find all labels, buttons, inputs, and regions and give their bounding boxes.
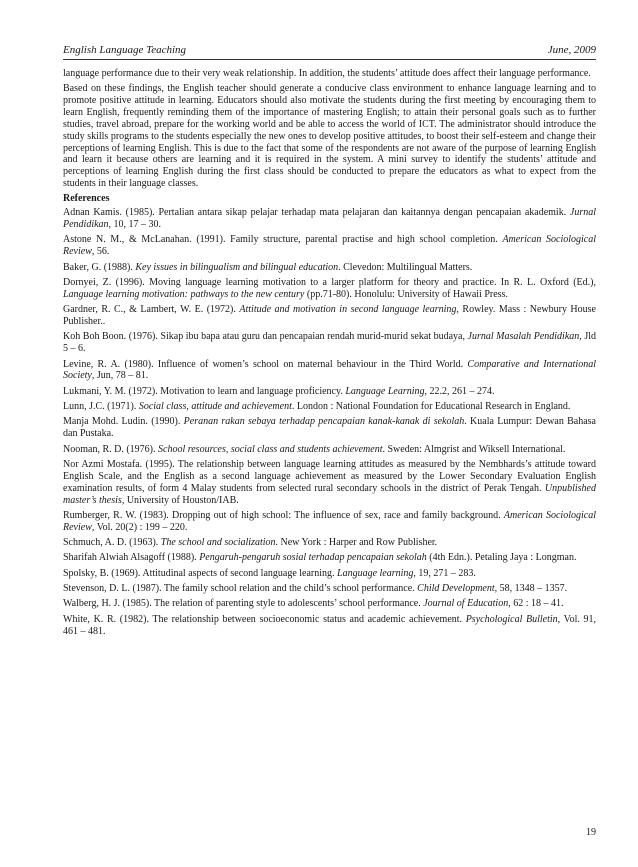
ref-source: Psychological Bulletin [465,613,558,625]
ref-text: Lukmani, Y. M. (1972). Motivation to learn and language proficiency. [63,385,346,397]
ref-text: , Jun, 78 – 81. [91,370,149,382]
ref-source: Comparative and International Society [63,358,596,382]
reference-item [63,416,596,440]
ref-text: Sharifah Alwiah Alsagoff (1988). [63,552,200,564]
ref-text: Nooman, R. D. (1976). [63,443,158,455]
ref-source: Jurnal Masalah Pendidikan [467,331,580,343]
reference-item [63,510,596,534]
ref-text: . Sweden: Almgrist and Wiksell International. [382,443,566,455]
ref-text: Adnan Kamis. (1985). Pertalian antara sikap pelajar terhadap mata pelajaran dan kaitannya dengan pencapaian akademik. [63,207,570,219]
ref-source: Unpublished master’s thesis [63,482,596,506]
ref-source: American Sociological Review [63,234,596,258]
reference-item [63,262,596,274]
ref-source: Peranan rakan sebaya terhadap pencapaian kanak-kanak di sekolah [183,416,465,428]
reference-item [63,568,596,580]
ref-text: , 22.2, 261 – 274. [424,385,495,397]
reference-item [63,583,596,595]
ref-text: Spolsky, B. (1969). Attitudinal aspects of second language learning. [63,567,338,579]
paragraph: language performance due to their very weak relationship. In addition, the students’ attitude does affect their language performance. [63,68,591,79]
ref-text: , Jld 5 – 6. [63,331,596,355]
ref-source: American Sociological Review [63,509,596,533]
ref-source: Child Development [417,583,495,595]
reference-item [63,234,596,258]
ref-text: . Clevedon: Multilingual Matters. [338,261,473,273]
ref-source: Language learning motivation: pathways to the new century [63,288,305,300]
reference-item [63,207,596,231]
ref-text: . London : National Foundation for Educational Research in England. [291,401,571,413]
ref-text: , Vol. 91, 461 – 481. [63,613,597,637]
ref-source: School resources, social class and students achievement [158,443,383,455]
ref-text: Baker, G. (1988). [63,261,136,273]
ref-text: Rumberger, R. W. (1983). Dropping out of high school: The influence of sex, race and family background. [63,509,504,521]
reference-item [63,598,596,610]
reference-item [63,304,596,328]
ref-text: Koh Boh Boon. (1976). Sikap ibu bapa atau guru dan pencapaian rendah murid-murid sekat budaya, [63,331,468,343]
ref-text: White, K. R. (1982). The relationship between socioeconomic status and academic achievement. [63,613,466,625]
ref-text: , University of Houston/IAB. [121,494,239,506]
ref-text: Levine, R. A. (1980). Influence of women’s school on maternal behaviour in the Third World. [63,358,468,370]
ref-text: Walberg, H. J. (1985). The relation of parenting style to adolescents’ school performance. [63,598,424,610]
ref-text: , Vol. 20(2) : 199 – 220. [91,521,188,533]
reference-item [63,537,596,549]
paragraph: Based on these findings, the English teacher should generate a conducive class environment to enhance language learning and to promote positive attitude in learning. Educators should also motivate the students during the first meeting by encouraging them to learn English, frequently reminding them of the importance of mastering English; to attain their personal goals such as to further studies, travel abroad, prepare for the working world and be able to access the world of ICT. The administrator should introduce the study skills programs to the students especially the new ones to develop positive attitudes, to boost their self-esteem and change their perceptions of learning English. This is due to the fact that some of the respondents are not aware of the purpose of learning English and learn it because others are learning and it is required in the system. A mini survey to identify the students’ attitude and perceptions of learning English during the first class should be conducted to prepare the educators as what to expect from the students in their language classes. [63,83,596,190]
ref-text: Astone N. M., & McLanahan. (1991). Family structure, parental practise and high school completion. [63,234,503,246]
ref-text: . New York : Harper and Row Publisher. [275,537,438,549]
article-body [63,68,596,641]
ref-source: Key issues in bilingualism and bilingual education [135,261,339,273]
reference-list [63,207,596,637]
ref-text: Dornyei, Z. (1996). Moving language learning motivation to a larger platform for theory and practice. In R. L. Oxford (Ed.), [63,277,596,288]
reference-item [63,277,596,301]
ref-text: (4th Edn.). Petaling Jaya : Longman. [426,552,577,564]
ref-text: . Kuala Lumpur: Dewan Bahasa dan Pustaka. [63,416,596,440]
ref-source: Attitude and motivation in second language learning [239,304,457,316]
references-heading: References [63,193,110,205]
ref-text: Schmuch, A. D. (1963). [63,537,161,549]
ref-text: Nor Azmi Mostafa. (1995). The relationship between language learning attitudes as measured by the Nembhards’s attitude toward English Scale, and the English as a second language achievement as measured by the Lower Secondary Evaluation English examination results, of form 4 Malay students from selected rural secondary schools in the district of Perak Tengah. [63,458,596,494]
ref-text: Lunn, J.C. (1971). [63,401,139,413]
ref-source: The school and socialization [160,537,276,549]
reference-item [63,386,596,398]
reference-item [63,552,596,564]
ref-text: , 19, 271 – 283. [413,567,476,579]
ref-text: , 10, 17 – 30. [108,219,162,231]
ref-source: Jurnal Pendidikan [63,207,596,231]
ref-text: Stevenson, D. L. (1987). The family school relation and the child’s school performance. [63,583,418,595]
reference-item [63,444,596,456]
ref-text: , Rowley. Mass : Newbury House Publisher.. [63,304,596,328]
ref-source: Language learning [337,567,414,579]
ref-text: , 62 : 18 – 41. [508,598,564,610]
ref-text: , 56. [91,246,110,258]
reference-item [63,359,596,383]
ref-source: Pengaruh-pengaruh sosial terhadap pencapaian sekolah [199,552,427,564]
reference-item [63,331,596,355]
issue-date: June, 2009 [547,44,596,56]
ref-text: (pp.71-80). Honolulu: University of Hawaii Press. [304,288,508,300]
ref-source: Social class, attitude and achievement [138,401,292,413]
ref-source: Language Learning [345,385,425,397]
header-rule [63,59,596,60]
page-number: 19 [586,827,596,838]
ref-text: , 58, 1348 – 1357. [494,583,568,595]
ref-text: Gardner, R. C., & Lambert, W. E. (1972). [63,304,240,316]
reference-item [63,614,596,638]
ref-text: Manja Mohd. Ludin. (1990). [63,416,184,428]
reference-item [63,401,596,413]
reference-item [63,459,596,506]
ref-source: Journal of Education [423,598,509,610]
journal-title: English Language Teaching [63,44,187,56]
